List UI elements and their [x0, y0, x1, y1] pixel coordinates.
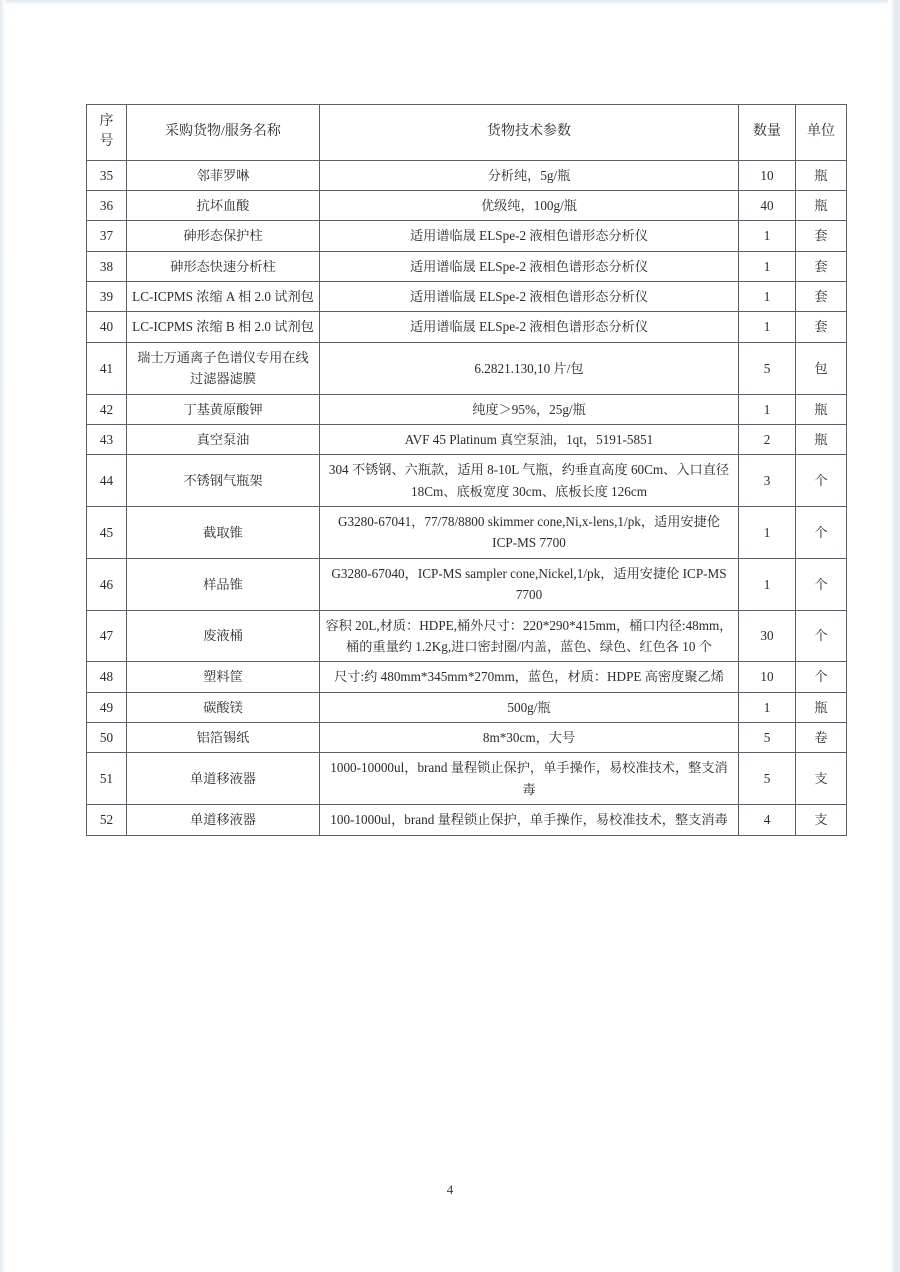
table-row	[87, 805, 847, 835]
cell-technical-spec: 8m*30cm，大号	[320, 723, 739, 753]
cell-unit: 包	[796, 342, 847, 394]
cell-index: 45	[87, 507, 127, 559]
cell-index: 39	[87, 282, 127, 312]
cell-index: 51	[87, 753, 127, 805]
cell-unit: 支	[796, 753, 847, 805]
table-row	[87, 610, 847, 662]
cell-unit: 瓶	[796, 190, 847, 220]
table-row	[87, 342, 847, 394]
cell-item-name: 丁基黄原酸钾	[127, 394, 320, 424]
table-row	[87, 190, 847, 220]
table-row	[87, 160, 847, 190]
cell-item-name: 废液桶	[127, 610, 320, 662]
cell-quantity: 5	[739, 723, 796, 753]
cell-index: 37	[87, 221, 127, 251]
table-row	[87, 424, 847, 454]
cell-quantity: 10	[739, 160, 796, 190]
cell-unit: 套	[796, 251, 847, 281]
cell-unit: 个	[796, 558, 847, 610]
table-row	[87, 221, 847, 251]
cell-technical-spec: G3280-67040，ICP-MS sampler cone,Nickel,1/pk，适用安捷伦 ICP-MS 7700	[320, 558, 739, 610]
cell-item-name: 铝箔锡纸	[127, 723, 320, 753]
cell-technical-spec: 容积 20L,材质：HDPE,桶外尺寸：220*290*415mm，桶口内径:48mm，桶的重量约 1.2Kg,进口密封圈/内盖，蓝色、绿色、红色各 10 个	[320, 610, 739, 662]
cell-item-name: LC-ICPMS 浓缩 B 相 2.0 试剂包	[127, 312, 320, 342]
cell-technical-spec: 分析纯，5g/瓶	[320, 160, 739, 190]
cell-item-name: 瑞士万通离子色谱仪专用在线过滤器滤膜	[127, 342, 320, 394]
cell-quantity: 2	[739, 424, 796, 454]
table-header	[87, 105, 847, 161]
cell-technical-spec: 优级纯，100g/瓶	[320, 190, 739, 220]
table-row	[87, 692, 847, 722]
cell-quantity: 1	[739, 221, 796, 251]
cell-technical-spec: AVF 45 Platinum 真空泵油，1qt，5191-5851	[320, 424, 739, 454]
cell-unit: 套	[796, 282, 847, 312]
cell-quantity: 1	[739, 251, 796, 281]
cell-item-name: 塑料筐	[127, 662, 320, 692]
cell-item-name: LC-ICPMS 浓缩 A 相 2.0 试剂包	[127, 282, 320, 312]
cell-unit: 个	[796, 455, 847, 507]
cell-unit: 套	[796, 312, 847, 342]
cell-quantity: 10	[739, 662, 796, 692]
cell-index: 36	[87, 190, 127, 220]
cell-quantity: 3	[739, 455, 796, 507]
cell-technical-spec: 适用谱临晟 ELSpe-2 液相色谱形态分析仪	[320, 251, 739, 281]
cell-technical-spec: 适用谱临晟 ELSpe-2 液相色谱形态分析仪	[320, 282, 739, 312]
column-header-name: 采购货物/服务名称	[127, 105, 320, 161]
table-row	[87, 662, 847, 692]
cell-unit: 瓶	[796, 394, 847, 424]
cell-quantity: 30	[739, 610, 796, 662]
column-header-unit: 单位	[796, 105, 847, 161]
table-row	[87, 251, 847, 281]
cell-quantity: 1	[739, 312, 796, 342]
cell-unit: 套	[796, 221, 847, 251]
cell-unit: 瓶	[796, 160, 847, 190]
cell-item-name: 抗坏血酸	[127, 190, 320, 220]
table-row	[87, 282, 847, 312]
cell-index: 47	[87, 610, 127, 662]
table-row	[87, 753, 847, 805]
cell-index: 42	[87, 394, 127, 424]
cell-index: 46	[87, 558, 127, 610]
cell-index: 52	[87, 805, 127, 835]
column-header-index-line1: 序	[99, 114, 114, 129]
cell-index: 48	[87, 662, 127, 692]
cell-item-name: 单道移液器	[127, 805, 320, 835]
cell-unit: 支	[796, 805, 847, 835]
table-row	[87, 723, 847, 753]
cell-unit: 个	[796, 662, 847, 692]
column-header-spec: 货物技术参数	[320, 105, 739, 161]
cell-index: 38	[87, 251, 127, 281]
cell-item-name: 不锈钢气瓶架	[127, 455, 320, 507]
cell-item-name: 邻菲罗啉	[127, 160, 320, 190]
cell-index: 44	[87, 455, 127, 507]
cell-unit: 瓶	[796, 692, 847, 722]
cell-index: 49	[87, 692, 127, 722]
column-header-index	[87, 105, 127, 161]
cell-item-name: 单道移液器	[127, 753, 320, 805]
cell-technical-spec: 100-1000ul，brand 量程锁止保护，单手操作，易校准技术，整支消毒	[320, 805, 739, 835]
cell-technical-spec: G3280-67041，77/78/8800 skimmer cone,Ni,x-lens,1/pk，适用安捷伦 ICP-MS 7700	[320, 507, 739, 559]
table-row	[87, 312, 847, 342]
cell-technical-spec: 尺寸:约 480mm*345mm*270mm，蓝色，材质：HDPE 高密度聚乙烯	[320, 662, 739, 692]
cell-item-name: 真空泵油	[127, 424, 320, 454]
table-header-row	[87, 105, 847, 161]
table-row	[87, 558, 847, 610]
page-number: 4	[446, 1182, 454, 1197]
table-row	[87, 394, 847, 424]
table-row	[87, 507, 847, 559]
column-header-index-line2: 号	[99, 134, 114, 150]
cell-quantity: 1	[739, 558, 796, 610]
cell-index: 50	[87, 723, 127, 753]
cell-technical-spec: 500g/瓶	[320, 692, 739, 722]
cell-technical-spec: 304 不锈钢、六瓶款，适用 8-10L 气瓶，约垂直高度 60Cm、入口直径 18Cm、底板宽度 30cm、底板长度 126cm	[320, 455, 739, 507]
cell-quantity: 1	[739, 692, 796, 722]
cell-technical-spec: 适用谱临晟 ELSpe-2 液相色谱形态分析仪	[320, 221, 739, 251]
cell-item-name: 砷形态保护柱	[127, 221, 320, 251]
cell-technical-spec: 1000-10000ul，brand 量程锁止保护，单手操作，易校准技术，整支消毒	[320, 753, 739, 805]
cell-quantity: 5	[739, 342, 796, 394]
cell-technical-spec: 6.2821.130,10 片/包	[320, 342, 739, 394]
cell-item-name: 样品锥	[127, 558, 320, 610]
cell-index: 43	[87, 424, 127, 454]
cell-quantity: 1	[739, 394, 796, 424]
cell-unit: 瓶	[796, 424, 847, 454]
cell-quantity: 1	[739, 507, 796, 559]
cell-quantity: 40	[739, 190, 796, 220]
cell-index: 41	[87, 342, 127, 394]
cell-unit: 个	[796, 610, 847, 662]
cell-unit: 卷	[796, 723, 847, 753]
procurement-table-container	[86, 104, 846, 836]
procurement-specification-table	[86, 104, 847, 836]
cell-item-name: 砷形态快速分析柱	[127, 251, 320, 281]
column-header-quantity: 数量	[739, 105, 796, 161]
table-row	[87, 455, 847, 507]
cell-technical-spec: 适用谱临晟 ELSpe-2 液相色谱形态分析仪	[320, 312, 739, 342]
cell-item-name: 碳酸镁	[127, 692, 320, 722]
cell-quantity: 5	[739, 753, 796, 805]
cell-technical-spec: 纯度＞95%，25g/瓶	[320, 394, 739, 424]
cell-quantity: 1	[739, 282, 796, 312]
cell-quantity: 4	[739, 805, 796, 835]
cell-item-name: 截取锥	[127, 507, 320, 559]
cell-unit: 个	[796, 507, 847, 559]
table-body	[87, 160, 847, 835]
cell-index: 35	[87, 160, 127, 190]
cell-index: 40	[87, 312, 127, 342]
